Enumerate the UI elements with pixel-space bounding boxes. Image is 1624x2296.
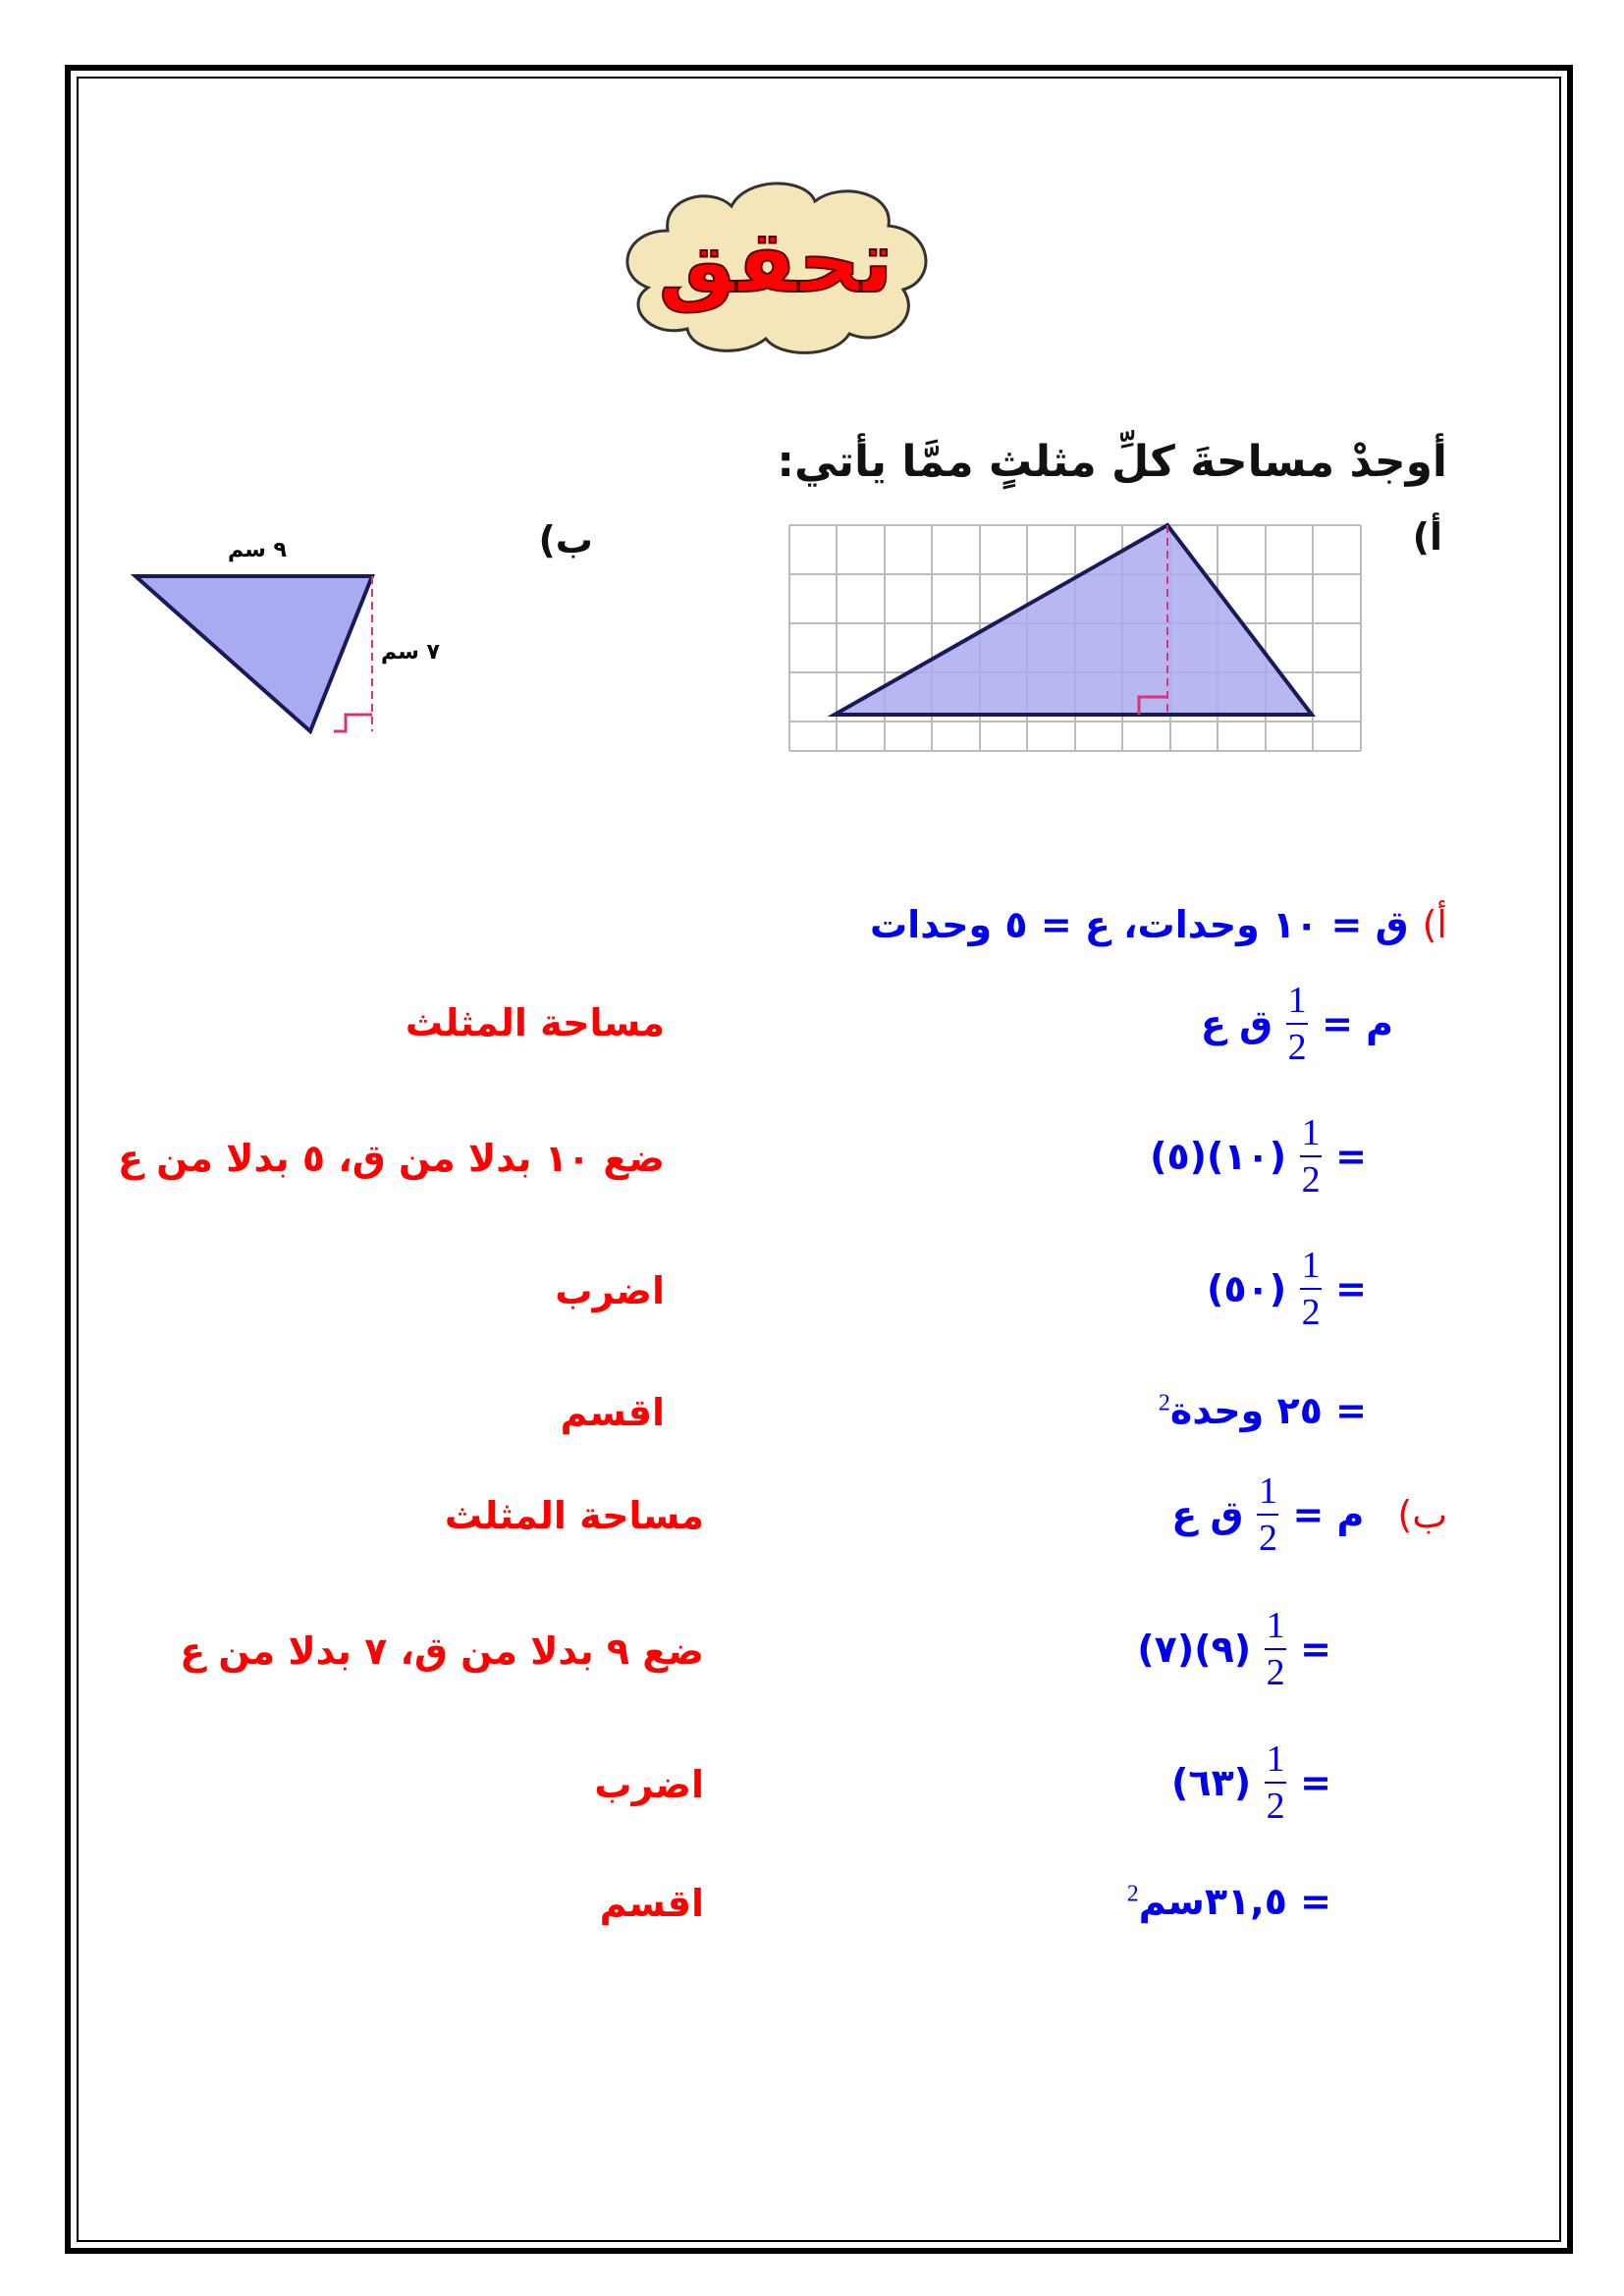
step-b3 <box>1171 1740 1331 1825</box>
exponent: 2 <box>1158 1390 1170 1416</box>
denominator: 2 <box>1301 1159 1321 1201</box>
step-post: (١٠)(٥) <box>1150 1135 1287 1178</box>
cloud-badge <box>609 172 943 358</box>
part-b-label: ب) <box>538 518 593 561</box>
step-pre: م = <box>1322 1002 1393 1045</box>
denominator: 2 <box>1301 1292 1321 1333</box>
numerator: 1 <box>1301 1112 1321 1153</box>
solution-a-label: أ) <box>1422 903 1447 946</box>
step-result <box>1159 1389 1367 1432</box>
step-pre: = <box>1335 1267 1367 1310</box>
step-pre: = <box>1300 1628 1331 1671</box>
triangle-b <box>135 576 372 731</box>
step-a4 <box>1159 1389 1367 1432</box>
step-a1 <box>1201 982 1393 1066</box>
step-b4 <box>1127 1880 1331 1923</box>
figure-a-grid-triangle <box>785 520 1370 756</box>
denominator: 2 <box>1287 1027 1307 1068</box>
right-angle-mark-b <box>334 715 372 731</box>
step-post: (٥٠) <box>1207 1267 1287 1310</box>
numerator: 1 <box>1266 1605 1285 1646</box>
step-result <box>1127 1880 1331 1923</box>
fraction-half <box>1286 982 1308 1066</box>
step-post: ق ع <box>1171 1493 1244 1536</box>
height-label-b: ٧ سم <box>381 640 440 665</box>
note-b1: مساحة المثلث <box>444 1494 704 1537</box>
base-label-b: ٩ سم <box>228 538 287 562</box>
part-a-label: أ) <box>1412 515 1442 559</box>
question-prompt: أوجدْ مساحةَ كلِّ مثلثٍ ممَّا يأتي: <box>777 437 1447 487</box>
step-a3 <box>1207 1247 1367 1331</box>
result-text: = ٣١,٥سم <box>1138 1880 1331 1923</box>
fraction-half <box>1300 1247 1322 1331</box>
denominator: 2 <box>1266 1652 1285 1693</box>
note-a2: ضع ١٠ بدلا من ق، ٥ بدلا من ع <box>118 1137 665 1180</box>
fraction-half <box>1265 1607 1286 1691</box>
step-pre: = <box>1300 1761 1331 1804</box>
triangle-a <box>835 525 1312 715</box>
solution-b-label: ب) <box>1397 1493 1447 1536</box>
step-pre: = <box>1335 1135 1367 1178</box>
denominator: 2 <box>1258 1518 1277 1559</box>
note-b4: اقسم <box>599 1882 704 1925</box>
badge-title: تحقق <box>658 211 893 312</box>
step-pre: م = <box>1292 1493 1365 1536</box>
numerator: 1 <box>1287 980 1307 1021</box>
numerator: 1 <box>1266 1738 1285 1780</box>
result-text: = ٢٥ وحدة <box>1169 1389 1367 1432</box>
given-values-a: ق = ١٠ وحدات، ع = ٥ وحدات <box>870 903 1409 946</box>
note-b3: اضرب <box>594 1763 704 1806</box>
step-b1 <box>1171 1472 1447 1557</box>
note-a1: مساحة المثلث <box>405 1001 665 1044</box>
numerator: 1 <box>1301 1245 1321 1286</box>
step-post: ق ع <box>1200 1002 1273 1045</box>
fraction-half <box>1257 1472 1278 1557</box>
step-post: (٦٣) <box>1171 1761 1252 1804</box>
fraction-half <box>1300 1114 1322 1199</box>
solution-a-given <box>870 903 1447 946</box>
note-a4: اقسم <box>560 1391 665 1434</box>
step-post: (٩)(٧) <box>1137 1628 1252 1671</box>
note-b2: ضع ٩ بدلا من ق، ٧ بدلا من ع <box>180 1629 704 1673</box>
step-a2 <box>1150 1114 1367 1199</box>
note-a3: اضرب <box>555 1269 665 1312</box>
fraction-half <box>1265 1740 1286 1825</box>
numerator: 1 <box>1258 1470 1277 1512</box>
exponent: 2 <box>1126 1881 1139 1907</box>
step-b2 <box>1137 1607 1331 1691</box>
denominator: 2 <box>1266 1786 1285 1827</box>
